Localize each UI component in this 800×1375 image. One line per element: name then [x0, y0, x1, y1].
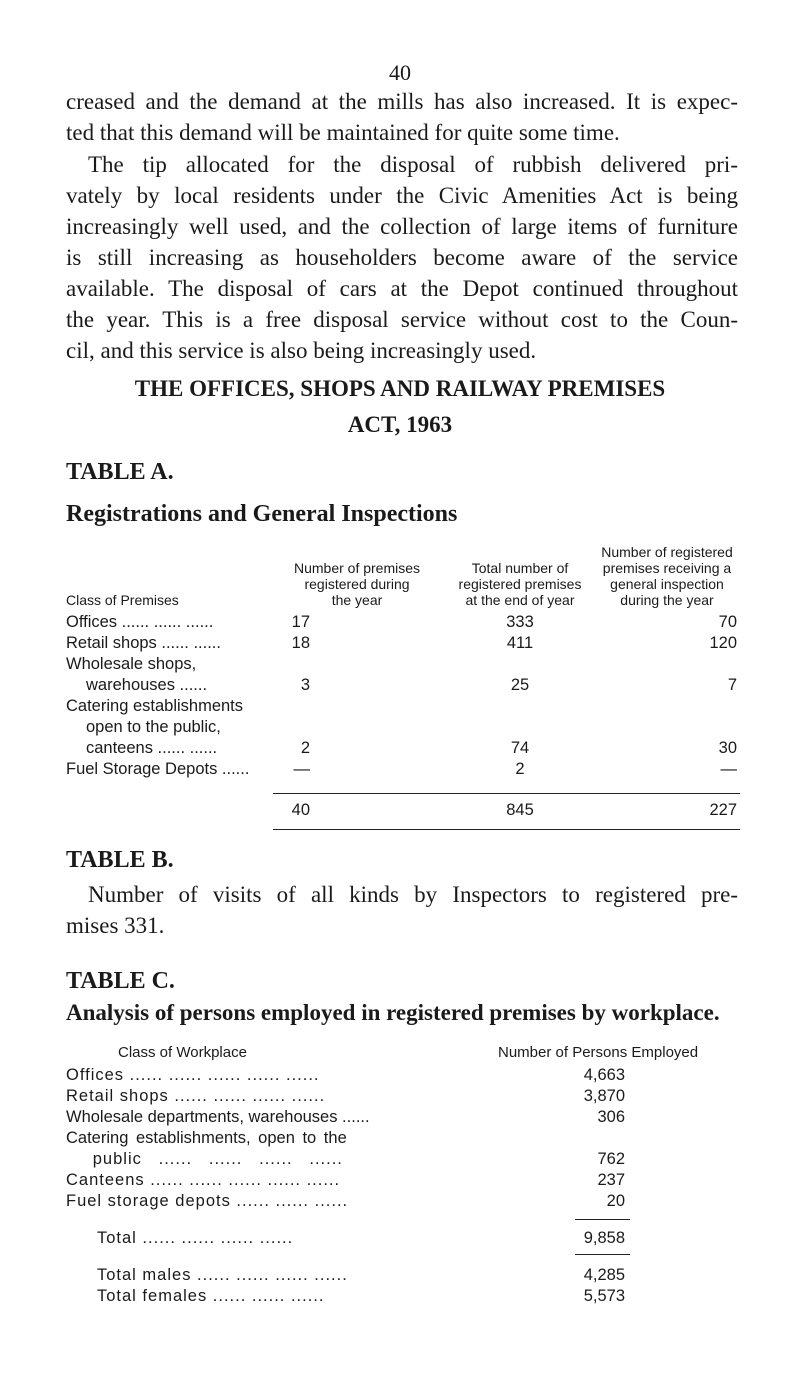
- table-a-row-label: Catering establishments: [66, 697, 244, 715]
- paragraph-line: ted that this demand will be maintained for quite some time.: [66, 120, 620, 145]
- table-c-top-rule: [575, 1219, 630, 1220]
- table-c-row-label: Offices ...... ...... ...... ...... ......: [66, 1066, 320, 1084]
- table-a-cell-total: 2: [515, 760, 525, 778]
- table-a-row-label: warehouses ......: [86, 676, 208, 694]
- table-c-row-label: public ...... ...... ...... ......: [76, 1150, 343, 1168]
- table-a-cell-registered: 17: [291, 613, 310, 631]
- table-a-total-inspection: 227: [709, 801, 737, 819]
- table-c-row-value: 762: [597, 1150, 625, 1168]
- table-a-cell-inspection: 30: [718, 739, 737, 757]
- table-a-header-class: Class of Premises: [66, 592, 179, 608]
- table-c-males-value: 4,285: [583, 1266, 625, 1284]
- paragraph-line: creased and the demand at the mills has also increased. It is expec-: [66, 89, 738, 114]
- table-a-row-label: Offices ...... ...... ......: [66, 613, 214, 631]
- table-c-row-label: Retail shops ...... ...... ...... ......: [66, 1087, 326, 1105]
- paragraph-line: cil, and this service is also being increasingly used.: [66, 338, 537, 363]
- table-a-cell-total: 411: [506, 634, 534, 652]
- table-c-subtitle: Analysis of persons employed in registered premises by workplace.: [66, 1000, 720, 1025]
- paragraph-line: is still increasing as householders become aware of the service: [66, 245, 738, 270]
- act-title-line1: THE OFFICES, SHOPS AND RAILWAY PREMISES: [134, 376, 666, 401]
- table-a-subtitle: Registrations and General Inspections: [66, 501, 458, 527]
- table-b-label: TABLE B.: [66, 847, 174, 873]
- table-a-row-label: Retail shops ...... ......: [66, 634, 221, 652]
- paragraph-line: the year. This is a free disposal service without cost to the Coun-: [66, 307, 738, 332]
- table-c-females-value: 5,573: [583, 1287, 625, 1305]
- table-a-header-registered: Number of premises registered during the year: [293, 560, 421, 608]
- intro-paragraph: [66, 86, 738, 148]
- act-title-line2: ACT, 1963: [347, 412, 453, 437]
- table-a-cell-registered: 18: [291, 634, 310, 652]
- table-a-cell-registered: —: [293, 760, 310, 778]
- table-c-females-label: Total females ...... ...... ......: [97, 1287, 325, 1305]
- table-a-total-registered: 40: [291, 801, 310, 819]
- table-c-total-value: 9,858: [583, 1229, 625, 1247]
- table-a-row-label: open to the public,: [86, 718, 221, 736]
- paragraph-line: available. The disposal of cars at the Depot continued throughout: [66, 276, 738, 301]
- table-c-row-label: Canteens ...... ...... ...... ...... ......: [66, 1171, 341, 1189]
- table-a-cell-total: 333: [506, 613, 534, 631]
- table-c-row-value: 237: [597, 1171, 625, 1189]
- table-a-total-total: 845: [506, 801, 534, 819]
- table-a-row-label: Wholesale shops,: [66, 655, 197, 673]
- paragraph-line: Number of visits of all kinds by Inspectors to registered pre-: [88, 882, 738, 907]
- table-a-cell-inspection: 70: [718, 613, 737, 631]
- table-c-label: TABLE C.: [66, 968, 175, 994]
- table-a-header-total: Total number of registered premises at the end of year: [458, 560, 582, 608]
- table-a-cell-registered: 3: [300, 676, 310, 694]
- table-c-row-value: 20: [606, 1192, 625, 1210]
- table-a-label: TABLE A.: [66, 459, 174, 485]
- table-c-row-label: Wholesale departments, warehouses ......: [66, 1108, 370, 1126]
- table-c-row-label: Catering establishments, open to the: [66, 1129, 347, 1147]
- table-c-total-label: Total ...... ...... ...... ......: [97, 1229, 294, 1247]
- table-a-top-rule: [273, 793, 740, 794]
- table-a-cell-inspection: 120: [709, 634, 737, 652]
- table-a-cell-inspection: 7: [727, 676, 737, 694]
- paragraph-line: vately by local residents under the Civic Amenities Act is being: [66, 183, 738, 208]
- table-b-text: [66, 879, 738, 941]
- table-a-row-label: canteens ...... ......: [86, 739, 218, 757]
- paragraph-line: increasingly well used, and the collection of large items of furniture: [66, 214, 738, 239]
- table-c-header-class: Class of Workplace: [118, 1044, 247, 1061]
- table-a-cell-registered: 2: [300, 739, 310, 757]
- table-c-row-value: 4,663: [583, 1066, 625, 1084]
- page-number: 40: [389, 60, 411, 85]
- table-c-row-label: Fuel storage depots ...... ...... ......: [66, 1192, 349, 1210]
- paragraph-line: The tip allocated for the disposal of rubbish delivered pri-: [88, 152, 738, 177]
- tip-paragraph: [66, 149, 738, 366]
- table-a-row-label: Fuel Storage Depots ......: [66, 760, 250, 778]
- table-a-cell-total: 74: [510, 739, 530, 757]
- table-a-header-inspection: Number of registered premises receiving a general inspection during the year: [601, 544, 733, 608]
- table-a-cell-total: 25: [510, 676, 530, 694]
- table-c-bottom-rule: [575, 1254, 630, 1255]
- paragraph-line: mises 331.: [66, 913, 165, 938]
- table-c-row-value: 3,870: [583, 1087, 625, 1105]
- table-c-males-label: Total males ...... ...... ...... ......: [97, 1266, 348, 1284]
- table-a-cell-inspection: —: [720, 760, 737, 778]
- table-a-bottom-rule: [273, 829, 740, 830]
- table-c-header-number: Number of Persons Employed: [498, 1044, 699, 1061]
- table-c-row-value: 306: [597, 1108, 625, 1126]
